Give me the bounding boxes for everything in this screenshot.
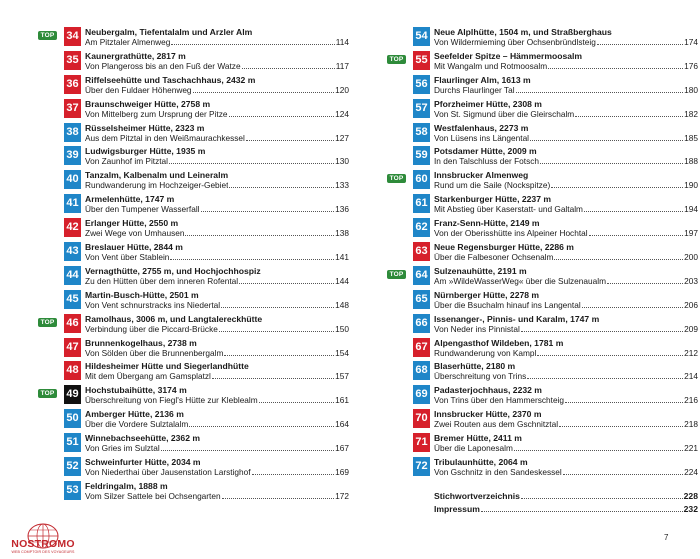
tour-description: Von Zaunhof im Pitztal [85,156,169,167]
toc-entry[interactable] [64,338,349,362]
tour-description: Von St. Sigmund über die Gleirschalm [434,108,575,119]
tour-number: 60 [413,170,430,189]
tour-description: Rundwanderung von Kampl [434,347,537,358]
index-label: Impressum [434,503,480,514]
dot-leader [537,349,683,356]
tour-description: Von Wildermieming über Ochsenbründlsteig [434,37,596,47]
dot-leader [246,134,334,141]
dot-leader [242,62,335,69]
tour-title: Seefelder Spitze – Hämmermoosalm [434,50,583,61]
page-ref: 221 [684,443,698,454]
page-ref: 133 [335,180,349,191]
page-ref: 197 [684,228,698,239]
tour-number: 65 [413,290,430,309]
tour-title: Brunnenkogelhaus, 2738 m [85,337,197,348]
tour-number: 71 [413,433,430,452]
dot-leader [193,86,335,93]
tour-number: 46 [64,314,81,333]
tour-title: Neubergalm, Tiefentalalm und Arzler Alm [85,27,253,37]
toc-entry[interactable] [64,99,349,123]
toc-entry[interactable] [64,194,349,218]
page-ref: 167 [335,443,349,454]
tour-number: 51 [64,433,81,452]
page-ref: 185 [684,132,698,143]
page-ref: 144 [335,275,349,286]
top-badge: TOP [38,389,57,398]
dot-leader [548,62,683,69]
tour-description: Zwei Wege von Umhausen [85,228,185,239]
page-ref: 157 [335,371,349,382]
tour-title: Potsdamer Hütte, 2009 m [434,146,537,157]
page-ref: 117 [335,60,349,71]
toc-entry[interactable] [64,75,349,99]
dot-leader [481,505,683,512]
toc-entry[interactable] [64,146,349,170]
toc-entry[interactable] [413,457,698,481]
tour-number: 40 [64,170,81,189]
tour-number: 59 [413,146,430,165]
page-ref: 212 [684,347,698,358]
page-ref: 194 [684,204,698,215]
tour-description: Über die Vordere Sulztalalm [85,419,189,430]
page-ref: 180 [684,84,698,95]
toc-entry[interactable] [64,409,349,433]
tour-title: Nürnberger Hütte, 2278 m [434,289,540,300]
tour-number: 72 [413,457,430,476]
dot-leader [597,38,683,45]
dot-leader [212,372,334,379]
dot-leader [554,253,683,260]
toc-entry[interactable] [413,409,698,433]
page-ref: 154 [335,347,349,358]
tour-title: Ludwigsburger Hütte, 1935 m [85,146,206,157]
tour-title: Armelenhütte, 1747 m [85,194,175,205]
tour-number: 62 [413,218,430,237]
tour-description: Von Vent schnurstracks ins Niedertal [85,299,221,310]
tour-title: Innsbrucker Hütte, 2370 m [434,409,542,420]
dot-leader [521,325,683,332]
tour-number: 35 [64,51,81,70]
tour-description: Über die Falbesoner Ochsenalm [434,252,554,263]
page-ref: 141 [335,252,349,263]
tour-description: Durchs Flaurlinger Tal [434,84,515,95]
tour-title: Rüsselsheimer Hütte, 2323 m [85,122,205,133]
tour-number: 43 [64,242,81,261]
tour-description: Rundwanderung im Hochzeiger-Gebiet [85,180,229,191]
tour-description: Rund um die Saile (Nockspitze) [434,180,551,191]
toc-entry[interactable] [413,194,698,218]
toc-entry[interactable] [64,266,349,290]
dot-leader [185,229,334,236]
tour-number: 37 [64,99,81,118]
dot-leader [527,372,683,379]
tour-number: 68 [413,361,430,380]
dot-leader [521,492,683,499]
tour-title: Alpengasthof Wildeben, 1781 m [434,337,564,348]
tour-description: Von Mittelberg zum Ursprung der Pitze [85,108,228,119]
tour-title: Blaserhütte, 2180 m [434,361,516,372]
toc-entry[interactable] [413,338,698,362]
tour-number: 41 [64,194,81,213]
tour-title: Braunschweiger Hütte, 2758 m [85,98,211,109]
tour-title: Tanzalm, Kalbenalm und Leineralm [85,170,229,181]
dot-leader [540,157,683,164]
tour-description: Von der Oberisshütte ins Alpeiner Hochtal [434,228,588,239]
tour-number: 55 [413,51,430,70]
toc-entry[interactable] [40,313,349,338]
tour-title: Riffelseehütte und Taschachhaus, 2432 m [85,74,256,85]
toc-entry[interactable] [413,361,698,385]
tour-number: 56 [413,75,430,94]
tour-number: 49 [64,385,81,404]
tour-description: Von Niederthai über Jausenstation Larstighof [85,467,251,478]
toc-entry[interactable] [413,99,698,123]
page-ref: 169 [335,467,349,478]
tour-description: Über den Tumpener Wasserfall [85,204,200,215]
tour-description: Zu den Hütten über dem inneren Rofental [85,275,239,286]
page-ref: 164 [335,419,349,430]
tour-title: Padasterjochhaus, 2232 m [434,385,542,396]
tour-number: 70 [413,409,430,428]
tour-description: Überschreitung von Fiegl's Hütte zur Kleblealm [85,395,258,406]
top-badge: TOP [387,270,406,279]
tour-title: Innsbrucker Almenweg [434,170,529,181]
tour-number: 69 [413,385,430,404]
page-ref: 224 [684,467,698,478]
tour-description: Verbindung über die Piccard-Brücke [85,323,218,334]
toc-entry[interactable] [389,265,698,290]
page-ref: 216 [684,395,698,406]
top-badge: TOP [387,174,406,183]
tour-description: Über die Bsuchalm hinauf ins Langental [434,299,581,310]
tour-description: Von Sölden über die Brunnenbergalm [85,347,224,358]
page-ref: 124 [335,108,349,119]
tour-number: 47 [64,338,81,357]
dot-leader [201,205,335,212]
dot-leader [219,325,334,332]
tour-title: Hochstubaihütte, 3174 m [85,385,187,396]
page-ref: 203 [684,275,698,286]
tour-number: 57 [413,99,430,118]
toc-entry[interactable] [64,290,349,314]
tour-title: Winnebachseehütte, 2362 m [85,433,201,444]
toc-entry[interactable] [413,27,698,51]
index-entry[interactable] [413,491,698,504]
tour-description: Überschreitung von Trins [434,371,527,382]
page-ref: 127 [335,132,349,143]
page-ref: 150 [335,323,349,334]
dot-leader [229,110,335,117]
page-ref: 200 [684,252,698,263]
toc-entry[interactable] [413,218,698,242]
tour-number: 63 [413,242,430,261]
toc-column-right [389,27,698,517]
tour-description: Von Plangeross bis an den Fuß der Watze [85,60,241,71]
dot-leader [224,349,334,356]
dot-leader [171,38,334,45]
logo-wordmark: NOSTROMO [11,538,75,550]
dot-leader [259,396,334,403]
dot-leader [514,444,683,451]
dot-leader [239,277,334,284]
page-ref: 172 [335,490,349,501]
page-ref: 214 [684,371,698,382]
tour-number: 34 [64,27,81,46]
page-ref: 136 [335,204,349,215]
tour-title: Starkenburger Hütte, 2237 m [434,194,552,205]
tour-title: Sulzenauhütte, 2191 m [434,265,527,276]
tour-description: Vom Silzer Sattele bei Ochsengarten [85,490,221,501]
page-number: 7 [664,533,669,542]
tour-number: 38 [64,123,81,142]
dot-leader [252,468,335,475]
toc-entry[interactable] [413,75,698,99]
tour-description: Von Lüsens ins Längental [434,132,530,143]
toc-entry[interactable] [64,457,349,481]
tour-description: In den Talschluss der Fotsch [434,156,539,167]
top-badge: TOP [38,31,57,40]
tour-number: 54 [413,27,430,46]
page-ref: 114 [335,37,349,47]
page-ref: 182 [684,108,698,119]
index-entry[interactable] [413,504,698,517]
tour-title: Neue Regensburger Hütte, 2286 m [434,242,574,253]
index-label: Stichwortverzeichnis [434,490,520,501]
tour-number: 39 [64,146,81,165]
top-badge: TOP [387,55,406,64]
tour-number: 42 [64,218,81,237]
toc-entry[interactable] [64,123,349,147]
tour-title: Breslauer Hütte, 2844 m [85,242,183,253]
toc-entry[interactable] [413,242,698,266]
dot-leader [551,181,683,188]
tour-number: 67 [413,338,430,357]
toc-entry[interactable] [413,314,698,338]
dot-leader [229,181,334,188]
page-ref: 188 [684,156,698,167]
tour-number: 45 [64,290,81,309]
dot-leader [169,157,334,164]
tour-description: Mit Wangalm und Rotmoosalm [434,60,548,71]
page-ref: 190 [684,180,698,191]
dot-leader [161,444,334,451]
page-ref: 148 [335,299,349,310]
tour-title: Vernagthütte, 2755 m, und Hochjochhospiz [85,265,261,276]
tour-description: Über den Fuldaer Höhenweg [85,84,192,95]
dot-leader [170,253,334,260]
dot-leader [582,301,683,308]
tour-title: Franz-Senn-Hütte, 2149 m [434,218,540,229]
page-ref: 174 [684,37,698,47]
page-ref: 232 [683,503,698,514]
tour-number: 66 [413,314,430,333]
tour-number: 53 [64,481,81,500]
tour-description: Mit dem Übergang am Gamsplatzl [85,371,211,382]
dot-leader [565,396,683,403]
tour-title: Tribulaunhütte, 2064 m [434,457,528,468]
tour-title: Martin-Busch-Hütte, 2501 m [85,289,199,300]
tour-number: 52 [64,457,81,476]
tour-title: Hildesheimer Hütte und Siegerlandhütte [85,361,249,372]
toc-entry[interactable] [64,51,349,75]
tour-description: Aus dem Pitztal in den Weißmaurachkessel [85,132,245,143]
tour-description: Von Gschnitz in den Sandeskessel [434,467,562,478]
toc-entry[interactable] [413,123,698,147]
tour-description: Von Trins über den Hammerschteig [434,395,565,406]
page-ref: 218 [684,419,698,430]
tour-title: Amberger Hütte, 2136 m [85,409,184,420]
tour-description: Am »WildeWasserWeg« über die Sulzenaualm [434,275,607,286]
page-ref: 138 [335,228,349,239]
dot-leader [222,492,335,499]
page-ref: 206 [684,299,698,310]
toc-entry[interactable] [64,242,349,266]
page-ref: 120 [335,84,349,95]
toc-entry[interactable] [40,27,349,51]
toc-entry[interactable] [389,50,698,75]
tour-title: Bremer Hütte, 2411 m [434,433,522,444]
toc-entry[interactable] [64,361,349,385]
toc-entry[interactable] [413,290,698,314]
dot-leader [563,468,683,475]
tour-number: 36 [64,75,81,94]
tour-title: Ramolhaus, 3006 m, und Langtalereckhütte [85,313,263,324]
tour-title: Issenanger-, Pinnis- und Karalm, 1747 m [434,313,600,324]
tour-title: Flaurlinger Alm, 1613 m [434,74,531,85]
toc-entry[interactable] [64,218,349,242]
dot-leader [575,110,683,117]
toc-entry[interactable] [40,385,349,409]
toc-entry[interactable] [64,433,349,457]
top-badge: TOP [38,318,57,327]
tour-number: 44 [64,266,81,285]
dot-leader [589,229,684,236]
toc-entry[interactable] [389,170,698,194]
tour-description: Zwei Routen aus dem Gschnitztal [434,419,559,430]
tour-description: Am Pitztaler Almenweg [85,37,171,47]
page-ref: 176 [684,60,698,71]
toc-entry[interactable] [64,481,349,505]
toc-column-left [40,27,349,505]
tour-number: 61 [413,194,430,213]
toc-entry[interactable] [413,385,698,409]
tour-title: Erlanger Hütte, 2550 m [85,218,179,229]
tour-title: Neue Alplhütte, 1504 m, und Straßberghaus [434,27,612,37]
tour-number: 64 [413,266,430,285]
dot-leader [516,86,684,93]
tour-number: 58 [413,123,430,142]
tour-description: Von Vent über Stablein [85,252,170,263]
toc-entry[interactable] [64,170,349,194]
tour-title: Feldringalm, 1888 m [85,480,168,491]
dot-leader [607,277,683,284]
tour-number: 50 [64,409,81,428]
page-ref: 130 [335,156,349,167]
dot-leader [530,134,683,141]
tour-title: Pforzheimer Hütte, 2308 m [434,98,542,109]
logo-tagline: WEB COMPTOIR DES VOYAGEURS [11,550,75,554]
dot-leader [559,420,683,427]
tour-title: Kaunergrathütte, 2817 m [85,50,186,61]
tour-title: Westfalenhaus, 2273 m [434,122,529,133]
page-ref: 209 [684,323,698,334]
page-ref: 161 [335,395,349,406]
dot-leader [221,301,334,308]
tour-description: Mit Abstieg über Kaserstatt- und Galtalm [434,204,583,215]
tour-title: Schweinfurter Hütte, 2034 m [85,457,201,468]
tour-description: Über die Laponesalm [434,443,513,454]
tour-number: 48 [64,361,81,380]
tour-description: Von Gries im Sulztal [85,443,160,454]
toc-entry[interactable] [413,146,698,170]
page-ref: 228 [683,490,698,501]
dot-leader [189,420,334,427]
toc-entry[interactable] [413,433,698,457]
tour-description: Von Neder ins Pinnistal [434,323,520,334]
dot-leader [584,205,683,212]
